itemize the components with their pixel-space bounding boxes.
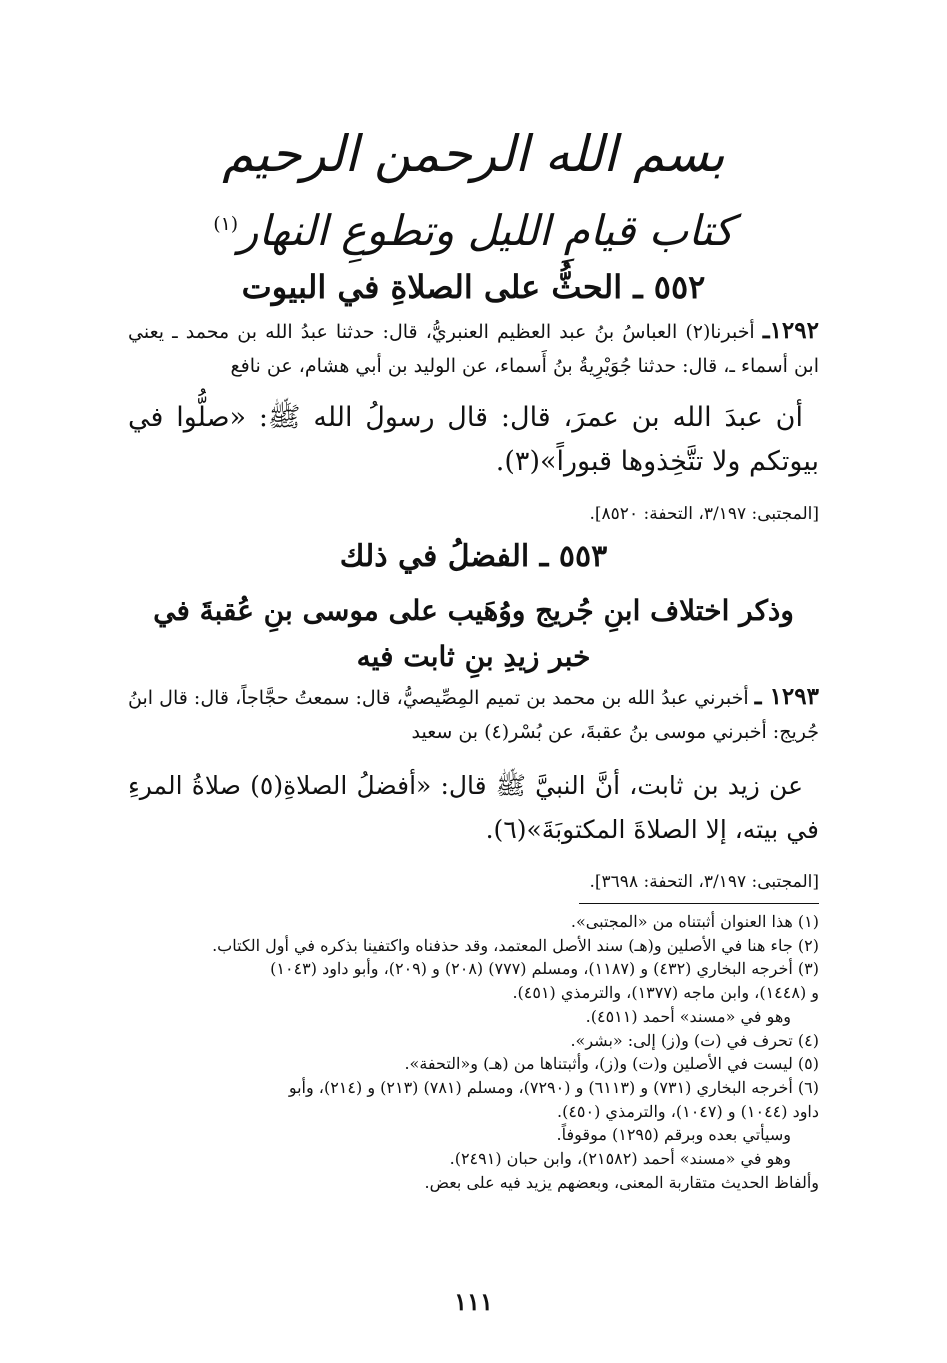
- hadith-number: ١٢٩٢ـ: [762, 317, 819, 344]
- footnote-line: (١) هذا العنوان أثبتناه من «المجتبى».: [570, 912, 819, 931]
- hadith-1292-matn: أن عبدَ الله بن عمرَ، قال: قال رسولُ الله ﷺ: «صلُّوا في بيوتكم ولا تتَّخِذوها قبوراً»(٣).: [128, 402, 819, 477]
- book-title: [0, 196, 947, 259]
- footnote-line: (٦) أخرجه البخاري (٧٣١) و (٦١١٣) و (٧٢٩٠)، ومسلم (٧٨١) (٢١٣) و (٢١٤)، وأبو: [288, 1077, 819, 1097]
- hadith-number: ١٢٩٣ ـ: [754, 683, 819, 710]
- footnote-line: و (١٤٤٨)، وابن ماجه (١٣٧٧)، والترمذي (٤٥١).: [512, 983, 819, 1003]
- isnad-text: أخبرني عبدُ الله بن محمد بن تميم المِصِّيصيُّ، قال: سمعتُ حجَّاجاً، قال: قال ابنُ جُريج: أخبرني موسى بنُ عقبةَ، عن بُسْر(٤) بن سعيد: [128, 687, 819, 743]
- footnote-line: داود (١٠٤٤) و (١٠٤٧)، والترمذي (٤٥٠).: [556, 1101, 819, 1121]
- footnote-line: وهو في «مسند» أحمد (٤٥١١).: [585, 1006, 791, 1026]
- page-number: ١١١: [454, 1287, 493, 1316]
- book-title-text: كتاب قيامِ الليل وتطوعِ النهار: [238, 206, 734, 255]
- hadith-1292-isnad: [128, 314, 819, 383]
- chapter-heading-552: ٥٥٢ ـ الحثُّ على الصلاةِ في البيوت: [241, 268, 706, 306]
- footnote-divider: [579, 903, 819, 904]
- footnote-line: (٢) جاء هنا في الأصلين و(هـ) سند الأصل المعتمد، وقد حذفناه واكتفينا بذكره في أول الكتاب.: [212, 935, 819, 955]
- footnote-line: (٥) ليست في الأصلين و(ت) و(ز)، وأثبتناها من (هـ) و«التحفة».: [404, 1054, 819, 1074]
- chapter-heading-553: ٥٥٣ ـ الفضلُ في ذلك: [339, 539, 608, 574]
- footnote-line: وهو في «مسند» أحمد (٢١٥٨٢)، وابن حبان (٢٤٩١).: [449, 1149, 791, 1169]
- isnad-text: أخبرنا(٢) العباسُ بنُ عبد العظيم العنبريُّ، قال: حدثنا عبدُ الله بن محمد ـ يعني ابن أسماء ـ، قال: حدثنا جُوَيْرِيةُ بنُ أَسماء، عن الوليد بن أبي هشام، عن نافع: [128, 321, 819, 377]
- chapter-subtitle-553: وذكر اختلاف ابنِ جُريج ووُهَيب على موسى بنِ عُقبةَ في خبر زيدِ بنِ ثابت فيه: [153, 594, 794, 673]
- hadith-1293-citation: [المجتبى: ٣/١٩٧، التحفة: ٣٦٩٨].: [589, 872, 819, 892]
- footnote-line: وسيأتي بعده وبرقم (١٢٩٥) موقوفاً.: [556, 1125, 791, 1145]
- hadith-1293-matn: عن زيد بن ثابت، أنَّ النبيَّ ﷺ قال: «أفضلُ الصلاةِ(٥) صلاةُ المرءِ في بيته، إلا الصلاةَ المكتوبَةَ»(٦).: [128, 771, 819, 844]
- hadith-1293-isnad: [128, 680, 819, 749]
- footnote-line: (٣) أخرجه البخاري (٤٣٢) و (١١٨٧)، ومسلم (٧٧٧) (٢٠٨) و (٢٠٩)، وأبو داود (١٠٤٣): [270, 959, 819, 979]
- book-title-footnote-ref: (١): [213, 213, 239, 235]
- footnote-line: (٤) تحرف في (ت) و(ز) إلى: «بشر».: [570, 1030, 819, 1050]
- footnotes: [128, 910, 819, 1194]
- basmala: بسم الله الرحمن الرحيم: [222, 125, 725, 183]
- hadith-1292-citation: [المجتبى: ٣/١٩٧، التحفة: ٨٥٢٠].: [589, 504, 819, 524]
- footnote-line: وألفاظ الحديث متقاربة المعنى، وبعضهم يزيد فيه على بعض.: [424, 1172, 819, 1192]
